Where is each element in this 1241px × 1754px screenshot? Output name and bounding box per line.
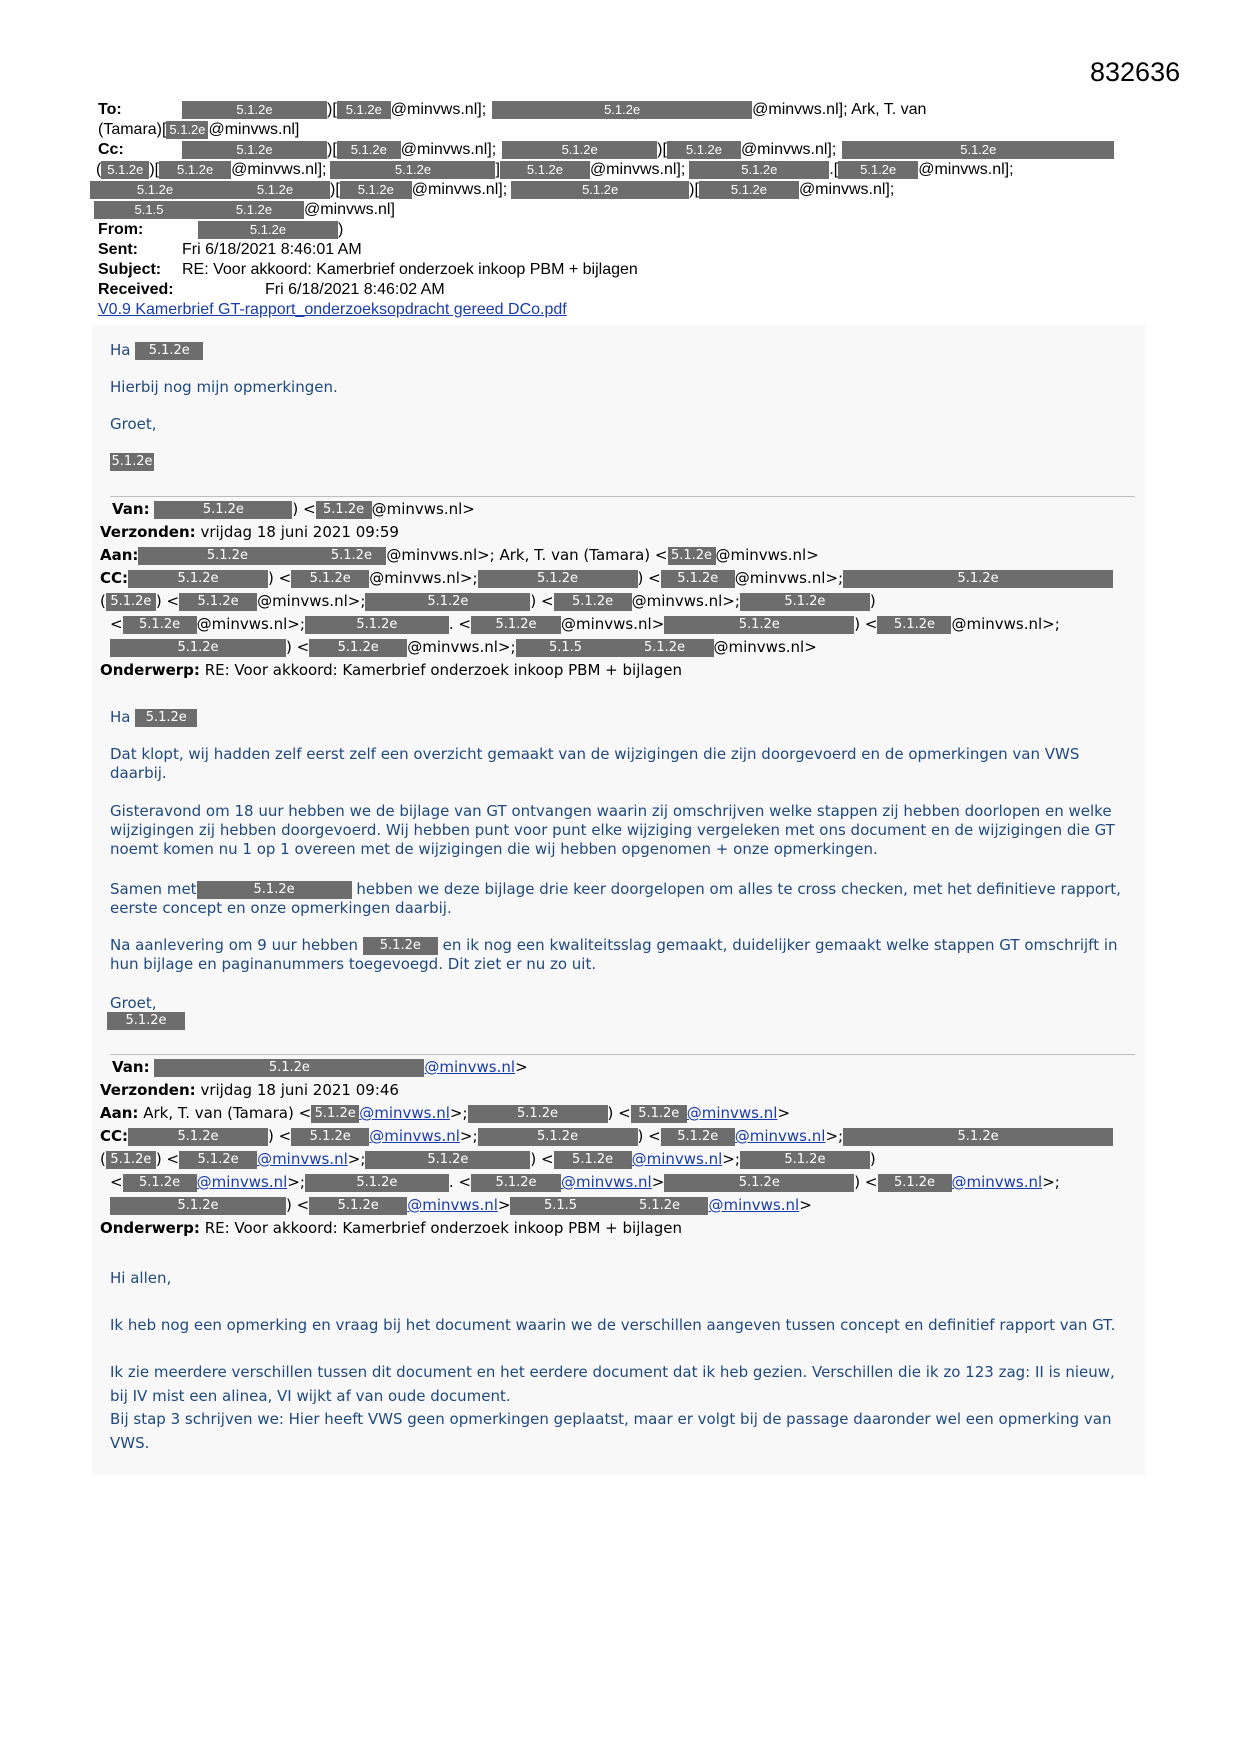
redaction: 5.1.2e	[668, 547, 716, 565]
redaction: 5.1.2e	[365, 593, 530, 611]
message-2-header	[100, 498, 1160, 682]
message-2-closing: Groet,	[110, 994, 157, 1012]
redaction: 5.1.2e	[198, 221, 338, 239]
text-segment: @minvws.nl];	[390, 101, 487, 118]
redaction: 5.1.2e	[468, 1105, 608, 1123]
verzonden-label: Verzonden:	[100, 1081, 196, 1099]
redaction: 5.1.2e	[340, 181, 412, 199]
email-link[interactable]: @minvws.nl	[734, 1127, 826, 1145]
cc-line-3	[90, 180, 1148, 200]
redaction: 5.1.2e	[159, 161, 231, 179]
from-label: From:	[98, 221, 144, 238]
verzonden-line	[100, 1079, 1160, 1102]
text-segment: >;	[722, 1150, 740, 1168]
text-segment: @minvws.nl>; Ark, T. van (Tamara) <	[386, 546, 668, 564]
redaction: 5.1.2e	[500, 161, 590, 179]
cc-line-1	[100, 567, 1160, 590]
redaction: 5.1.2e	[610, 1197, 708, 1215]
redaction: 5.1.2e	[631, 1105, 687, 1123]
email-link[interactable]: @minvws.nl	[424, 1058, 516, 1076]
text-segment: ) <	[607, 1104, 631, 1122]
redaction: 5.1.2e	[838, 161, 918, 179]
verzonden-label: Verzonden:	[100, 523, 196, 541]
text-segment: >;	[347, 1150, 366, 1168]
redaction: 5.1.2e	[110, 639, 286, 657]
text-segment: @minvws.nl]	[304, 201, 395, 218]
cc-line-4	[94, 200, 1148, 220]
redaction: 5.1.5	[510, 1197, 610, 1215]
redaction: 5.1.2e	[154, 501, 292, 519]
text-segment: hebben we deze bijlage drie keer doorgelopen om alles te cross checken, met het definitieve rapport, eerste concept en onze opmerkingen daarbij.	[110, 880, 1121, 917]
redaction: 5.1.2e	[291, 570, 369, 588]
text-segment: @minvws.nl>;	[734, 569, 844, 587]
text-segment: )[	[330, 181, 340, 198]
text-segment: @minvws.nl>	[713, 638, 817, 656]
cc-line-4	[100, 636, 1160, 659]
text-segment: >	[777, 1104, 791, 1122]
redaction: 5.1.2e	[220, 181, 330, 199]
text-segment: (	[96, 161, 102, 178]
text-segment: ) <	[155, 1150, 180, 1168]
redaction: 5.1.2e	[106, 1151, 156, 1169]
text-segment: @minvws.nl>;	[407, 638, 516, 656]
van-label: Van:	[112, 500, 150, 518]
message-3-paragraph: Ik zie meerdere verschillen tussen dit document en het eerdere document dat ik heb gezien. Verschillen die ik zo 123 zag: II is nieuw, bij IV mist een alinea, VI wijkt af van oude document.	[110, 1363, 1115, 1405]
redaction: 5.1.2e	[138, 547, 316, 565]
redaction: 5.1.2e	[128, 1128, 268, 1146]
onderwerp-label: Onderwerp:	[100, 1219, 200, 1237]
redaction: 5.1.2e	[478, 1128, 638, 1146]
text-segment: Samen met	[110, 880, 197, 898]
subject-label: Subject:	[98, 261, 162, 278]
redaction: 5.1.2e	[123, 616, 197, 634]
redaction: 5.1.2e	[878, 1174, 952, 1192]
cc-line-1	[100, 1125, 1160, 1148]
redaction: 5.1.2e	[311, 1105, 359, 1123]
text-segment: )[	[149, 161, 160, 178]
text-segment: ) <	[268, 569, 292, 587]
redaction: 5.1.2e	[123, 1174, 197, 1192]
text-segment: @minvws.nl>	[715, 546, 819, 564]
text-segment: @minvws.nl];	[918, 161, 1014, 178]
message-2-paragraph: Dat klopt, wij hadden zelf eerst zelf een overzicht gemaakt van de wijzigingen die zijn doorgevoerd en de opmerkingen van VWS daarbij.	[110, 745, 1080, 782]
redaction: 5.1.2e	[90, 181, 220, 199]
redaction: 5.1.2e	[330, 161, 495, 179]
text-segment: @minvws.nl];	[798, 181, 895, 198]
text-segment: )[	[689, 181, 699, 198]
redaction: 5.1.2e	[502, 141, 657, 159]
redaction: 5.1.2e	[197, 881, 352, 899]
onderwerp-value: RE: Voor akkoord: Kamerbrief onderzoek inkoop PBM + bijlagen	[204, 661, 682, 679]
text-segment: @minvws.nl];	[411, 181, 508, 198]
redaction: 5.1.2e	[110, 1197, 286, 1215]
redaction: 5.1.2e	[843, 1128, 1113, 1146]
email-link[interactable]: @minvws.nl	[686, 1104, 778, 1122]
redaction: 5.1.2e	[166, 121, 208, 139]
text-segment: @minvws.nl];	[400, 141, 497, 158]
text-segment: )[	[327, 101, 337, 118]
redaction: 5.1.2e	[204, 201, 304, 219]
aan-line	[100, 1102, 1160, 1125]
text-segment: @minvws.nl];	[231, 161, 327, 178]
text-segment: >	[515, 1058, 528, 1076]
message-3-header	[100, 1056, 1160, 1240]
text-segment: ) <	[854, 1173, 878, 1191]
van-line	[100, 498, 1160, 521]
redaction: 5.1.2e	[667, 141, 741, 159]
sent-value: Fri 6/18/2021 8:46:01 AM	[182, 241, 362, 258]
email-link[interactable]: @minvws.nl	[359, 1104, 450, 1122]
redaction: 5.1.2e	[305, 1174, 449, 1192]
from-line	[98, 220, 1148, 240]
redaction: 5.1.2e	[471, 1174, 561, 1192]
text-segment: @minvws.nl>;	[951, 615, 1060, 633]
text-segment: @minvws.nl>	[561, 615, 665, 633]
message-3-paragraph: Bij stap 3 schrijven we: Hier heeft VWS geen opmerkingen geplaatst, maar er volgt bij de passage daaronder wel een opmerking van VWS.	[110, 1410, 1112, 1452]
greeting-text: Ha	[110, 341, 131, 359]
received-value: Fri 6/18/2021 8:46:02 AM	[265, 281, 445, 298]
cc-line-3: < 5.1.2e @minvws.nl>; 5.1.2e . < 5.1.2e @minvws.nl> 5.1.2e ) < 5.1.2e @minvws.nl>;	[110, 1173, 1060, 1191]
verzonden-value: vrijdag 18 juni 2021 09:59	[200, 523, 399, 541]
text-segment: @minvws.nl>;	[631, 592, 740, 610]
redaction: 5.1.2e	[616, 639, 714, 657]
text-segment: >;	[825, 1127, 844, 1145]
text-segment: (Tamara)[	[98, 121, 167, 138]
sent-label: Sent:	[98, 241, 138, 258]
redaction: 5.1.2e	[106, 593, 156, 611]
to-line-1	[98, 100, 1148, 120]
email-link[interactable]: @minvws.nl	[407, 1196, 498, 1214]
text-segment: ) <	[292, 500, 316, 518]
separator	[110, 1054, 1135, 1055]
subject-value: RE: Voor akkoord: Kamerbrief onderzoek inkoop PBM + bijlagen	[182, 261, 638, 278]
redaction: 5.1.2e	[740, 1151, 870, 1169]
email-link[interactable]: @minvws.nl	[561, 1173, 652, 1191]
to-line-2	[98, 120, 1148, 140]
email-link[interactable]: @minvws.nl	[708, 1196, 800, 1214]
cc-label: Cc:	[98, 141, 124, 158]
text-segment: @minvws.nl>;	[369, 569, 478, 587]
message-2-signature	[107, 1011, 1127, 1030]
redaction: 5.1.2e	[554, 1151, 632, 1169]
text-segment: @minvws.nl>;	[257, 592, 366, 610]
text-segment: >;	[1042, 1173, 1060, 1191]
van-line	[100, 1056, 1160, 1079]
redaction: 5.1.2e	[154, 1059, 424, 1077]
redaction: 5.1.2e	[843, 570, 1113, 588]
text-segment: @minvws.nl>;	[196, 615, 305, 633]
redaction: 5.1.2e	[291, 1128, 369, 1146]
email-link[interactable]: @minvws.nl	[631, 1150, 723, 1168]
cc-line-4	[100, 1194, 1160, 1217]
reply-signature	[110, 452, 1130, 471]
reply-greeting	[110, 341, 1130, 360]
redaction: 5.1.2e	[511, 181, 689, 199]
aan-label: Aan:	[100, 1104, 139, 1122]
received-label: Received:	[98, 281, 174, 298]
onderwerp-label: Onderwerp:	[100, 661, 200, 679]
redaction: 5.1.5	[516, 639, 616, 657]
redaction: 5.1.2e	[664, 1174, 854, 1192]
text-segment: )	[338, 221, 344, 238]
message-2-paragraph	[110, 936, 1130, 974]
text-segment: ) <	[286, 638, 310, 656]
attachment-link[interactable]: V0.9 Kamerbrief GT-rapport_onderzoeksopdracht gereed DCo.pdf	[98, 301, 567, 318]
text-segment: ) <	[637, 569, 661, 587]
onderwerp-line	[100, 1217, 1160, 1240]
text-segment: @minvws.nl];	[740, 141, 837, 158]
redaction: 5.1.2e	[492, 101, 752, 119]
greeting-text: Ha	[110, 708, 131, 726]
text-segment: ) <	[530, 1150, 554, 1168]
sent-line	[98, 240, 1148, 260]
redaction: 5.1.2e	[135, 709, 197, 727]
email-link[interactable]: @minvws.nl	[951, 1173, 1043, 1191]
text-segment: >	[497, 1196, 511, 1214]
cc-line-2: ( 5.1.2e ) < 5.1.2e @minvws.nl>; 5.1.2e ) < 5.1.2e @minvws.nl>; 5.1.2e )	[100, 1150, 876, 1168]
text-segment: )[	[327, 141, 337, 158]
received-line	[98, 280, 1148, 300]
cc-line-2	[96, 160, 1148, 180]
cc-line-3: < 5.1.2e @minvws.nl>; 5.1.2e . < 5.1.2e @minvws.nl> 5.1.2e ) < 5.1.2e @minvws.nl>;	[110, 615, 1060, 633]
text-segment: @minvws.nl>	[371, 500, 475, 518]
redaction: 5.1.2e	[661, 1128, 735, 1146]
text-segment: @minvws.nl]; Ark, T. van	[752, 101, 927, 118]
redaction: 5.1.2e	[471, 616, 561, 634]
redaction: 5.1.2e	[699, 181, 799, 199]
aan-label: Aan:	[100, 546, 139, 564]
text-segment: Ark, T. van (Tamara) <	[143, 1104, 312, 1122]
redaction: 5.1.2e	[309, 1197, 407, 1215]
redaction: 5.1.2e	[128, 570, 268, 588]
cc-line-2: ( 5.1.2e ) < 5.1.2e @minvws.nl>; 5.1.2e ) < 5.1.2e @minvws.nl>; 5.1.2e )	[100, 592, 876, 610]
text-segment: ) <	[854, 615, 878, 633]
text-segment: en ik nog een kwaliteitsslag gemaakt, duidelijker gemaakt welke stappen GT omschrijft in hun bijlage en paginanummers toegevoegd. Dit ziet er nu zo uit.	[110, 936, 1118, 973]
reply-closing: Groet,	[110, 415, 157, 433]
redaction: 5.1.5	[94, 201, 204, 219]
redaction: 5.1.2e	[478, 570, 638, 588]
redaction: 5.1.2e	[111, 454, 153, 469]
text-segment: >;	[449, 1104, 468, 1122]
van-label: Van:	[112, 1058, 150, 1076]
redaction: 5.1.2e	[182, 101, 327, 119]
message-2-paragraph: Gisteravond om 18 uur hebben we de bijlage van GT ontvangen waarin zij omschrijven welke stappen zij hebben doorlopen en welke wijzigingen zij hebben doorgevoerd. Wij hebben punt voor punt elke wijziging vergeleken met ons document en de wijzigingen die GT noemt komen nu 1 op 1 overeen met de wijzigingen die wij hebben opgenomen + onze opmerkingen.	[110, 802, 1115, 858]
redaction: 5.1.2e	[316, 501, 372, 519]
text-segment: ) <	[268, 1127, 292, 1145]
text-segment: >	[651, 1173, 665, 1191]
cc-label: CC:	[100, 569, 129, 587]
email-link[interactable]: @minvws.nl	[257, 1150, 348, 1168]
text-segment: ]	[495, 161, 500, 178]
redaction: 5.1.2e	[309, 639, 407, 657]
text-segment: >	[799, 1196, 812, 1214]
verzonden-line	[100, 521, 1160, 544]
message-2-paragraph	[110, 880, 1130, 918]
redaction: 5.1.2e	[689, 161, 829, 179]
redaction: 5.1.2e	[664, 616, 854, 634]
redaction: 5.1.2e	[337, 141, 401, 159]
redaction: 5.1.2e	[316, 547, 386, 565]
redaction: 5.1.2e	[135, 342, 203, 360]
verzonden-value: vrijdag 18 juni 2021 09:46	[200, 1081, 399, 1099]
message-3-paragraph: Ik heb nog een opmerking en vraag bij het document waarin we de verschillen aangeven tussen concept en definitief rapport van GT.	[110, 1316, 1116, 1334]
email-header	[98, 100, 1148, 320]
redaction: 5.1.2e	[877, 616, 951, 634]
redaction: 5.1.2e	[740, 593, 870, 611]
redaction: 5.1.2e	[363, 937, 438, 955]
redaction: 5.1.2e	[365, 1151, 530, 1169]
text-segment: @minvws.nl]	[208, 121, 300, 138]
document-number: 832636	[1090, 57, 1181, 87]
redaction: 5.1.2e	[337, 101, 391, 119]
text-segment: @minvws.nl];	[589, 161, 686, 178]
cc-label: CC:	[100, 1127, 129, 1145]
text-segment: .[	[829, 161, 839, 178]
message-2-greeting	[110, 708, 1130, 727]
redaction: 5.1.2e	[661, 570, 735, 588]
text-segment: Na aanlevering om 9 uur hebben	[110, 936, 359, 954]
aan-line	[100, 544, 1160, 567]
redaction: 5.1.2e	[182, 141, 327, 159]
text-segment: >;	[287, 1173, 305, 1191]
message-3-greeting: Hi allen,	[110, 1269, 172, 1287]
redaction: 5.1.2e	[107, 1012, 185, 1030]
text-segment: )[	[657, 141, 667, 158]
separator	[110, 496, 1135, 497]
text-segment: ) <	[637, 1127, 661, 1145]
attachment-line	[98, 300, 1148, 320]
redaction: 5.1.2e	[554, 593, 632, 611]
to-label: To:	[98, 101, 122, 118]
text-segment: ) <	[286, 1196, 310, 1214]
redaction: 5.1.2e	[179, 1151, 257, 1169]
text-segment: >;	[459, 1127, 478, 1145]
text-segment: ) <	[530, 592, 554, 610]
reply-line: Hierbij nog mijn opmerkingen.	[110, 378, 338, 396]
redaction: 5.1.2e	[179, 593, 257, 611]
onderwerp-value: RE: Voor akkoord: Kamerbrief onderzoek inkoop PBM + bijlagen	[204, 1219, 682, 1237]
cc-line-1	[98, 140, 1148, 160]
redaction: 5.1.2e	[842, 141, 1114, 159]
redaction: 5.1.2e	[101, 161, 149, 179]
email-link[interactable]: @minvws.nl	[369, 1127, 460, 1145]
redaction: 5.1.2e	[305, 616, 449, 634]
subject-line	[98, 260, 1148, 280]
onderwerp-line	[100, 659, 1160, 682]
email-link[interactable]: @minvws.nl	[196, 1173, 288, 1191]
text-segment: ) <	[155, 592, 180, 610]
